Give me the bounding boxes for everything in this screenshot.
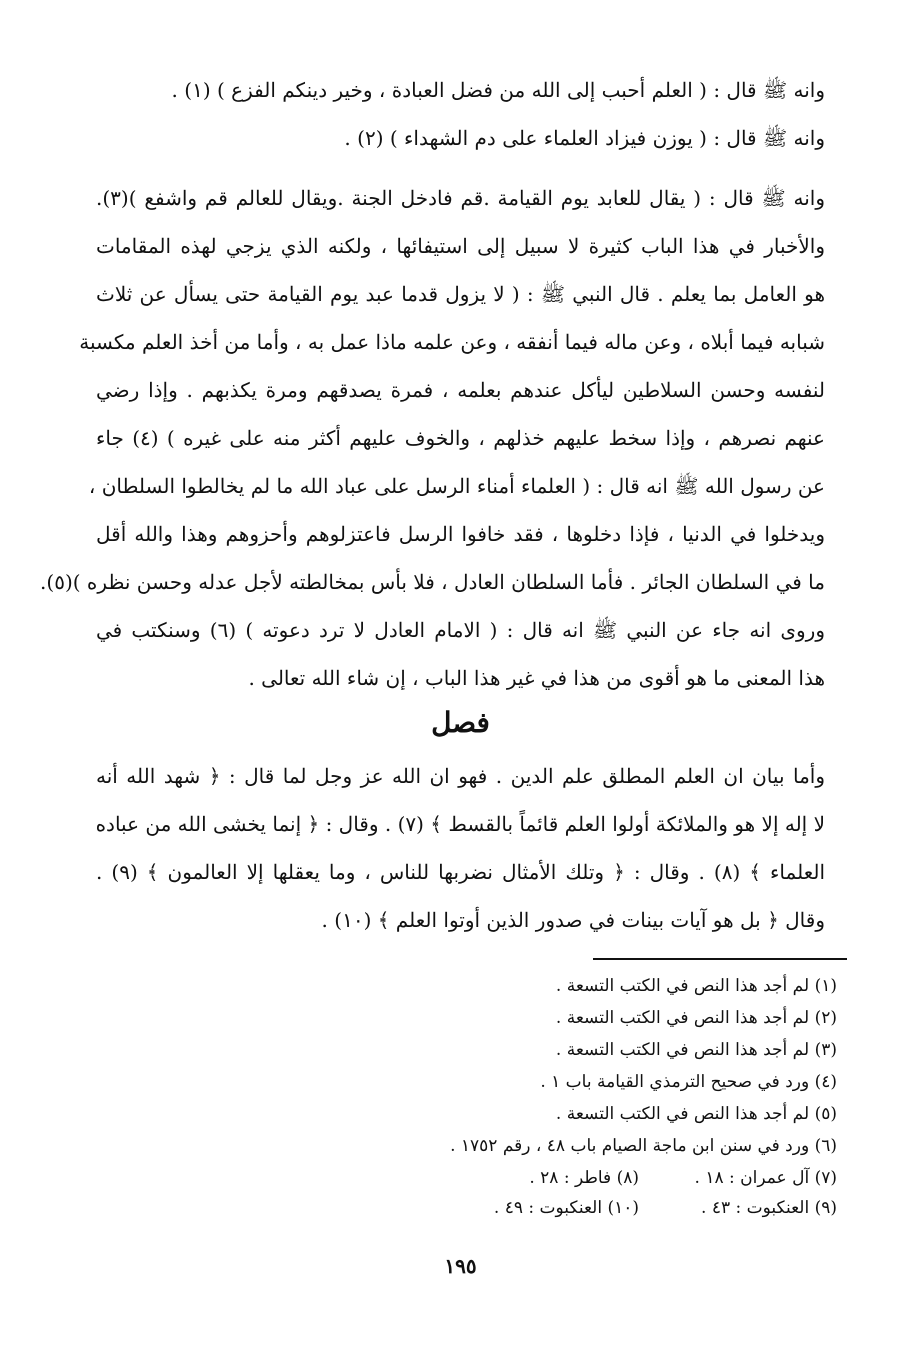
footnote: (٣) لم أجد هذا النص في الكتب التسعة . — [555, 1040, 837, 1060]
body-line: لا إله إلا هو والملائكة أولوا العلم قائماً بالقسط ﴾ (٧) . وقال : ﴿ إنما يخشى الله من عباده — [95, 812, 825, 836]
body-line: شبابه فيما أبلاه ، وعن ماله فيما أنفقه ، وعن علمه ماذا عمل به ، وأما من أخذ العلم مكسبة — [79, 330, 825, 354]
footnote: (٥) لم أجد هذا النص في الكتب التسعة . — [555, 1104, 837, 1124]
body-line: والأخبار في هذا الباب كثيرة لا سبيل إلى استيفائها ، ولكنه الذي يزجي لهذه المقامات — [96, 234, 825, 258]
body-line: وانه ﷺ قال : ( العلم أحبب إلى الله من فضل العبادة ، وخير دينكم الفزع ) (١) . — [171, 78, 825, 102]
body-line: لنفسه وحسن السلاطين ليأكل عندهم بعلمه ، فمرة يصدقهم ومرة يكذبهم . وإذا رضي — [96, 378, 825, 402]
footnote: (٨) فاطر : ٢٨ . — [529, 1168, 639, 1188]
body-line: وأما بيان ان العلم المطلق علم الدين . فهو ان الله عز وجل لما قال : ﴿ شهد الله أنه — [96, 764, 825, 788]
footnote: (٤) ورد في صحيح الترمذي القيامة باب ١ . — [540, 1072, 837, 1092]
body-line: وقال ﴿ بل هو آيات بينات في صدور الذين أوتوا العلم ﴾ (١٠) . — [321, 908, 825, 932]
body-line: العلماء ﴾ (٨) . وقال : ﴿ وتلك الأمثال نضربها للناس ، وما يعقلها إلا العالمون ﴾ (٩) . — [96, 860, 825, 884]
page-number: ١٩٥ — [444, 1254, 477, 1278]
footnote: (٦) ورد في سنن ابن ماجة الصيام باب ٤٨ ، رقم ١٧٥٢ . — [450, 1136, 837, 1156]
footnote-divider — [593, 958, 847, 960]
body-line: ويدخلوا في الدنيا ، فإذا دخلوها ، فقد خافوا الرسل فاعتزلوهم وأحزوهم وهذا والله أقل — [96, 522, 825, 546]
body-line: عنهم نصرهم ، وإذا سخط عليهم خذلهم ، والخوف عليهم أكثر منه على غيره ) (٤) جاء — [96, 426, 825, 450]
body-line: وانه ﷺ قال : ( يقال للعابد يوم القيامة .قم فادخل الجنة .ويقال للعالم قم واشفع )(٣). — [96, 186, 825, 210]
body-line: وروى انه جاء عن النبي ﷺ انه قال : ( الامام العادل لا ترد دعوته ) (٦) وسنكتب في — [96, 618, 825, 642]
body-line: هو العامل بما يعلم . قال النبي ﷺ : ( لا يزول قدما عبد يوم القيامة حتى يسأل عن ثلاث — [96, 282, 825, 306]
footnote: (١٠) العنكبوت : ٤٩ . — [493, 1198, 639, 1218]
body-line: عن رسول الله ﷺ انه قال : ( العلماء أمناء الرسل على عباد الله ما لم يخالطوا السلطان ، — [88, 474, 825, 498]
footnote: (٧) آل عمران : ١٨ . — [694, 1168, 837, 1188]
section-heading: فصل — [431, 706, 490, 739]
footnote: (٩) العنكبوت : ٤٣ . — [701, 1198, 837, 1218]
body-line: هذا المعنى ما هو أقوى من هذا في غير هذا الباب ، إن شاء الله تعالى . — [248, 666, 825, 690]
body-line: وانه ﷺ قال : ( يوزن فيزاد العلماء على دم الشهداء ) (٢) . — [344, 126, 825, 150]
body-line: ما في السلطان الجائر . فأما السلطان العادل ، فلا بأس بمخالطته لأجل عدله وحسن نظره )(٥). — [40, 570, 825, 594]
footnote: (١) لم أجد هذا النص في الكتب التسعة . — [555, 976, 837, 996]
footnote: (٢) لم أجد هذا النص في الكتب التسعة . — [555, 1008, 837, 1028]
